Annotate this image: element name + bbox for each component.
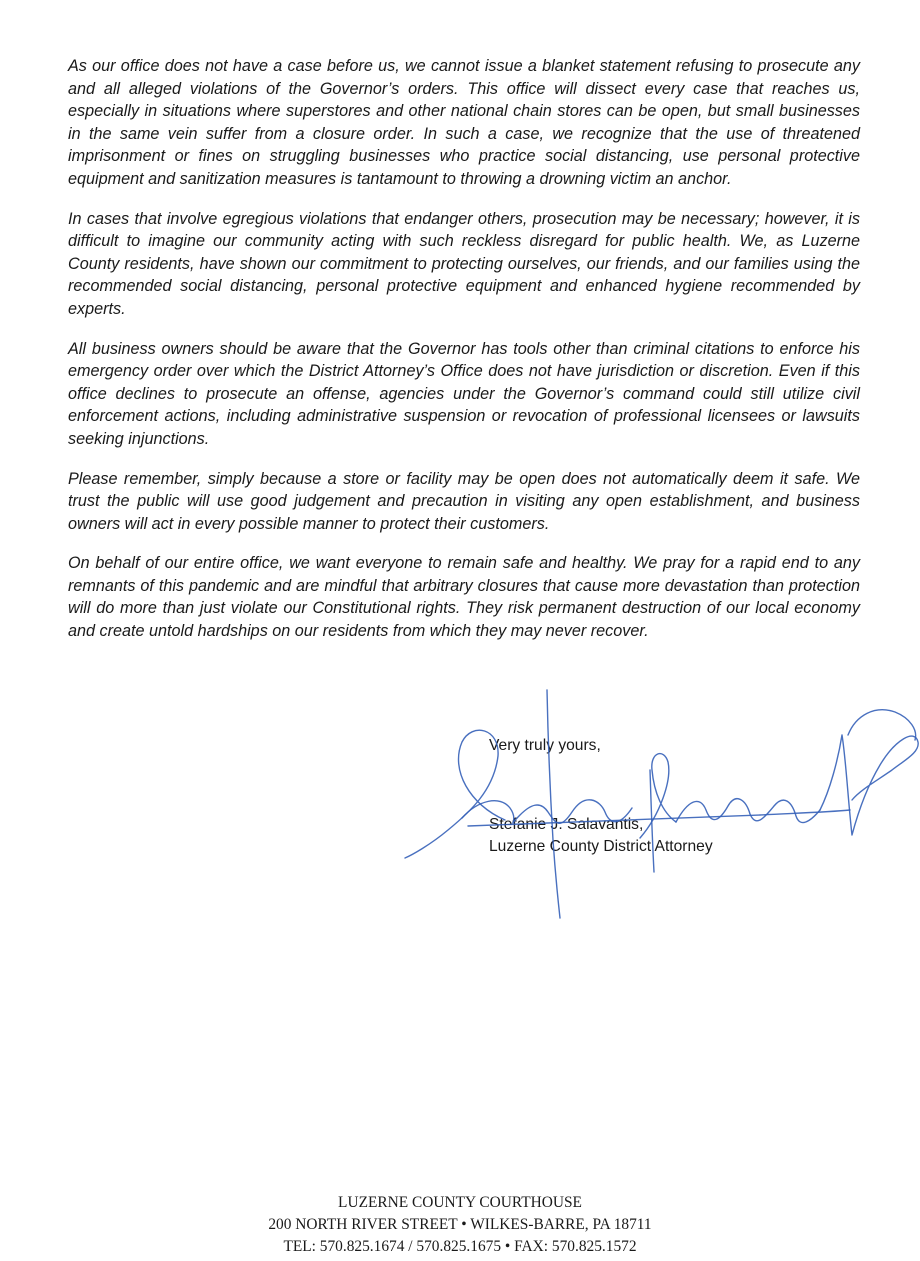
letterhead-footer xyxy=(0,1192,920,1258)
paragraph-public-caution: Please remember, simply because a store or facility may be open does not automatically deem it safe. We trust the public will use good judgement and precaution in visiting any open establishment, and business owners will act in every possible manner to protect their customers. xyxy=(68,469,860,533)
footer-address: 200 NORTH RIVER STREET • WILKES-BARRE, PA 18711 xyxy=(268,1216,652,1233)
footer-phone-fax: TEL: 570.825.1674 / 570.825.1675 • FAX: 570.825.1572 xyxy=(283,1238,637,1255)
signature-stroke-flourish xyxy=(820,735,918,835)
closing-salutation: Very truly yours, xyxy=(489,737,601,754)
paragraph-egregious-violations: In cases that involve egregious violations that endanger others, prosecution may be necessary; however, it is difficult to imagine our community acting with such reckless disregard for public health. We, as Luzerne County residents, have shown our commitment to protecting ourselves, our friends, and our families using the recommended social distancing, personal protective equipment and enhanced hygiene recommended by experts. xyxy=(68,209,860,318)
paragraph-closing-remarks: On behalf of our entire office, we want everyone to remain safe and healthy. We pray for a rapid end to any remnants of this pandemic and are mindful that arbitrary closures that cause more devastation than protection will do more than just violate our Constitutional rights. They risk permanent destruction of our local economy and create untold hardships on our residents from which they may never recover. xyxy=(68,554,860,641)
footer-courthouse: LUZERNE COUNTY COURTHOUSE xyxy=(338,1194,582,1211)
signature-stroke-arc xyxy=(848,710,916,740)
letter-body xyxy=(68,55,860,660)
paragraph-case-review: As our office does not have a case before us, we cannot issue a blanket statement refusing to prosecute any and all alleged violations of the Governor’s orders. This office will dissect every case that reaches us, especially in situations where superstores and other national chain stores can be open, but small businesses in the same vein suffer from a closure order. In such a case, we recognize that the use of threatened imprisonment or fines on struggling businesses who practice social distancing, use personal protective equipment and sanitization measures is tantamount to throwing a drowning victim an anchor. xyxy=(68,57,860,188)
signature-block xyxy=(489,735,713,858)
signer-title: Luzerne County District Attorney xyxy=(489,838,713,855)
signer-name: Stefanie J. Salavantis, xyxy=(489,816,644,833)
paragraph-governor-tools: All business owners should be aware that the Governor has tools other than criminal citations to enforce his emergency order over which the District Attorney’s Office does not have jurisdiction or discretion. Even if this office declines to prosecute an offense, agencies under the Governor’s command could still utilize civil enforcement actions, including administrative suspension or revocation of professional licensees or lawsuits seeking injunctions. xyxy=(68,339,860,448)
